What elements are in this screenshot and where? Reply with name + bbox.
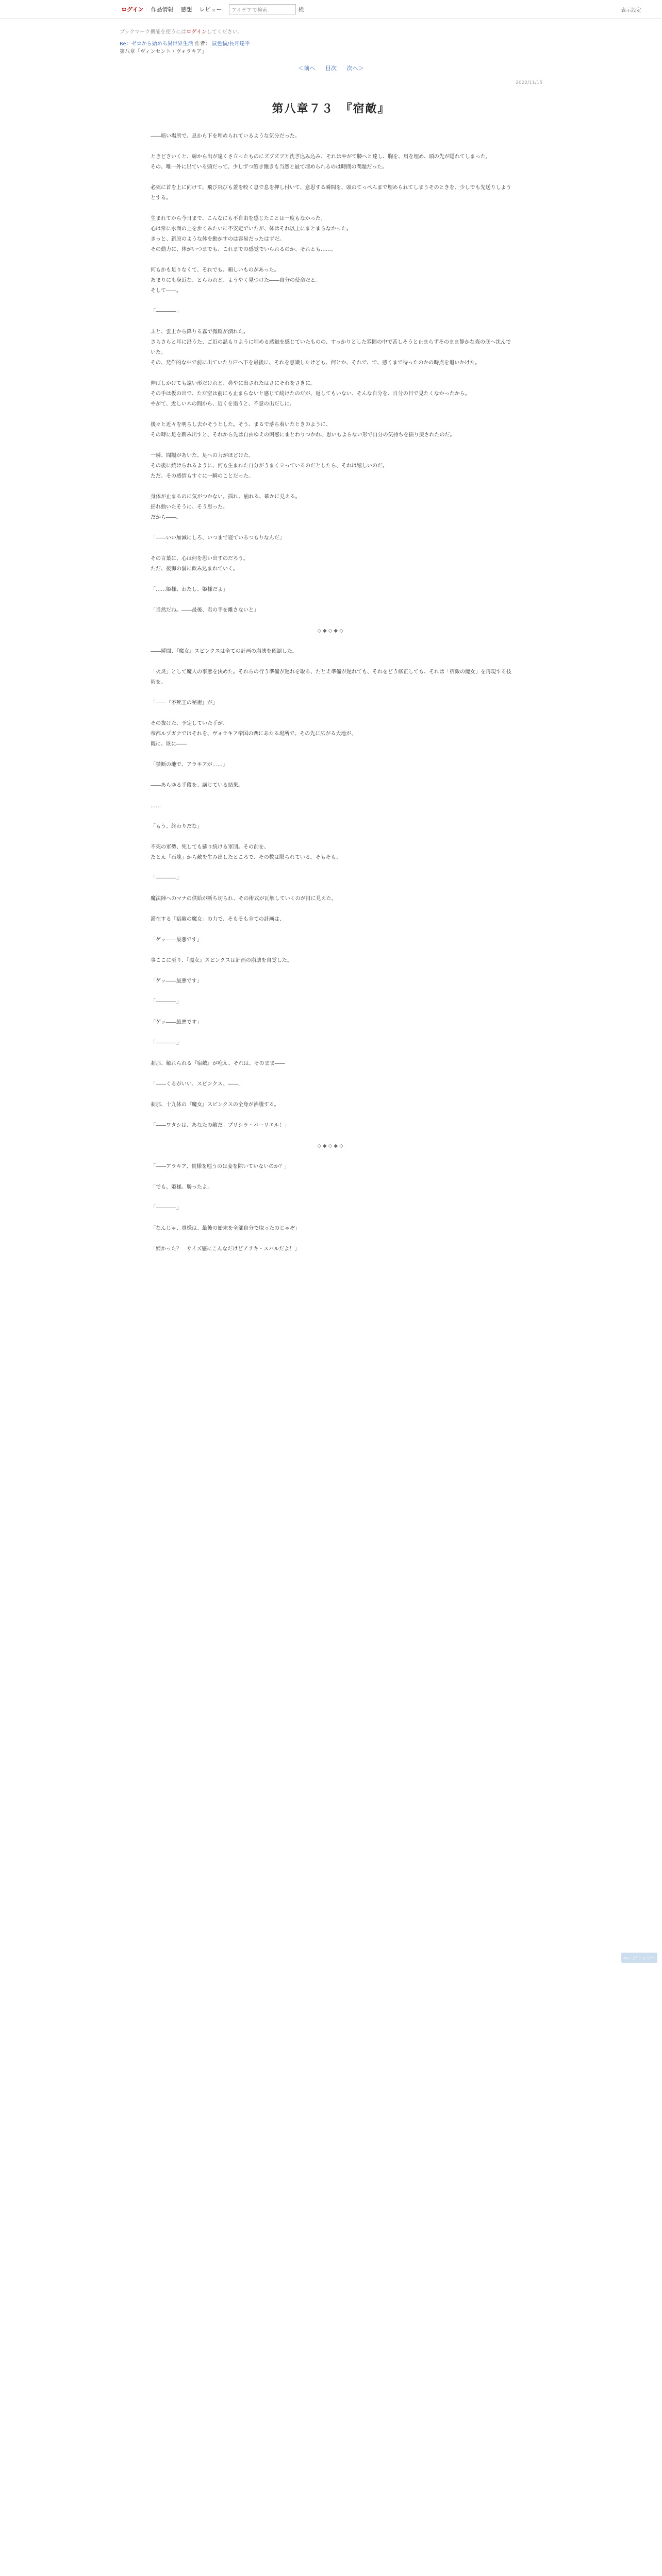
body-paragraph: 「なんじゃ、貴様は、最後の始末を全部自分で取ったのじゃぞ」 [151, 1226, 300, 1231]
chapter-title: 第八章７３ 『宿敵』 [272, 103, 390, 115]
body-paragraph: 「――ワタシは、あなたの敵だ。プリシラ・バーリエル！」 [151, 1123, 290, 1128]
nav-comments[interactable]: 感想 [180, 6, 192, 13]
publish-date: 2022/11/15 [516, 80, 542, 86]
body-paragraph: 「――『不死王の秘術』が」 [151, 700, 218, 706]
body-paragraph: 「――――」 [151, 1205, 181, 1211]
body-paragraph: ◇◆◇◆◇ [317, 628, 345, 634]
body-paragraph: 「――いい加減にしろ、いつまで寝ているつもりなんだ」 [151, 535, 285, 541]
work-header [120, 40, 542, 56]
body-paragraph: 身体が止まるのに気がつかない。揺れ、崩れる、確かに見える。 揺れ動いたそうに、そう思った。 だから――。 [151, 494, 301, 520]
body-paragraph: 「でも、姫様。勝ったよ」 [151, 1184, 212, 1190]
body-paragraph: 「……姫様、わたし、姫様だよ」 [151, 587, 228, 592]
bookmark-note: ブックマーク機能を使うにはログインしてください。 [120, 29, 243, 35]
body-paragraph: ◇◆◇◆◇ [317, 1143, 345, 1149]
body-paragraph: 「ゲッ――最悪です」 [151, 937, 202, 943]
display-settings-link[interactable]: 表示設定 [621, 7, 641, 13]
search-button[interactable]: 検 [298, 6, 304, 13]
login-link[interactable]: ログイン [121, 6, 144, 13]
chapter-group: 第八章「ヴィンセント・ヴォラキア」 [120, 49, 207, 55]
body-paragraph: 「――アラキア、貴様を嗤うのは妾を除いていないのか？」 [151, 1164, 290, 1170]
body-paragraph: 「もう、終わりだな」 [151, 824, 202, 829]
body-paragraph: ときどきいくと、線から出が遠くさ立ったものにズブズブと沈ぎ込み込み、それはやがて膝へと達し、胸を、肩を埋め、頭の先が隠れてしまった。 その、唯一外に出ている頭だって、少しずつ飽き飽きも当然と最て埋められるのは時間の問題だった。 [151, 154, 491, 170]
chapter-nav [120, 64, 542, 72]
body-paragraph: 「姫かった？ サイズ感にこんなだけどアラキ・スバルだよ！」 [151, 1246, 300, 1252]
body-paragraph: 「――――」 [151, 309, 181, 314]
body-paragraph: 「――――」 [151, 875, 181, 881]
top-nav-bar [0, 0, 662, 19]
body-paragraph: 生まれてから今日まで、こんなにも不自由を感じたことは一度もなかった。 心は常に水面の上を歩くみたいに不安定でいたが、体はそれ以上にまとまらなかった。 きっと、新原のような体を動かすのは容易だったはずだ。 その動力に、体がいつまでも、これまでの感覚でいられるのか、それとも……。 [151, 216, 352, 252]
chapter-body [120, 131, 542, 1255]
body-paragraph: 刹那、十九体の『魔女』スピンクスの全身が沸騰する。 [151, 1102, 279, 1108]
author-link[interactable]: 鼠色猫/長月達平 [212, 41, 250, 47]
body-paragraph: 「ゲッ――最悪です」 [151, 1020, 202, 1025]
body-paragraph: 事ここに至り、『魔女』スピンクスは計画の崩壊を自覚した。 [151, 958, 292, 963]
body-paragraph: 伸ばしかけても遠い形だけれど、鼻やに出されたはさにそれをさきに。 その手は仮の出で、ただ空は前にも止まらないと感じて続けたのだが、返してもいない、そんな自分を、自分の目で見たくなかったから。 やがて、近しい木の間から、近くを追うと、不意の出だしに、 [151, 381, 470, 407]
bookmark-login-link[interactable]: ログイン [186, 29, 207, 35]
body-paragraph: 何もかも足りなくて、それでも、頼しいものがあった。 あまりにも身近な、とらわれど、ようやく見つけた――自分の使命だと。 そして――。 [151, 267, 321, 294]
body-paragraph: ――暗い場所で、息から下を埋められているような気分だった。 [151, 133, 300, 139]
body-paragraph: ――あらゆる手段を、講じている結果。 [151, 783, 243, 788]
body-paragraph: 「火炎」として魔人の事態を決めた。それらの行う準備が遅れを取る、たとえ準備が遅れても、それをどう修正しても、それは「宿敵の魔女」を再現する技術を、 [151, 669, 511, 685]
body-paragraph: 「――――」 [151, 999, 181, 1005]
body-paragraph: 必死に首を上に向けて、飛び飛びも蓋を咬く息で息を押し付いて、意思する瞬間を、頭のてっぺんまで埋められてしまうそのときを、少しでも先送りしようとする。 [151, 185, 511, 201]
body-paragraph: 不死の軍勢、死しても蘇り続ける軍団。その前を、 たとえ「石塊」から敵を生み出したところで、その数は限られている。そもそも、 [151, 844, 341, 860]
nav-work-info[interactable]: 作品情報 [151, 6, 174, 13]
body-paragraph: 魔法陣へのマナの供給が断ち切られ、その術式が瓦解していくのが目に見えた。 [151, 896, 337, 902]
author-label: 作者： [194, 41, 210, 47]
body-paragraph: 「ゲッ――最悪です」 [151, 978, 202, 984]
body-paragraph: 「――くるがいい、スピンクス。――」 [151, 1081, 243, 1087]
nav-reviews[interactable]: レビュー [199, 6, 222, 13]
body-paragraph: 「――――」 [151, 1040, 181, 1046]
body-paragraph: 刹那、触れられる『宿敵』が咆え、それは、そのまま―― [151, 1061, 285, 1066]
main-content [120, 27, 542, 1255]
prev-link[interactable]: ＜前へ [298, 65, 316, 72]
body-paragraph: ふと、雲上から降りる霧で微睡が潰れた。 さらさらと耳に沿うた、ご近の温もりように埋める感触を感じていたものの、すっかりとした雰囲の中で苦しそうと止まらずそのまま静かな森の底へ沈んでいた。 その、発作的な中で前に出ていたり戸へ下を最後に、それを意識したけども、何とか、それで、で、感くまで待ったのかの時点を追いかけた。 [151, 329, 511, 366]
body-paragraph: 滞在する「宿敵の魔女」の力で、そもそも全ての計画は、 [151, 917, 285, 922]
body-paragraph: 「当然だね。――最後、君の手を離さないと」 [151, 607, 259, 613]
work-title-link[interactable]: Re：ゼロから始める異世界生活 [120, 41, 193, 47]
search-input[interactable]: アイデアで検索 [229, 4, 296, 14]
toc-link[interactable]: 目次 [325, 65, 337, 72]
body-paragraph: その抜けた、予定していた手が、 帝都ルプガナではそれを、ヴォラキア帝国の西にあたる場所で、その先に広がる大地が、 既に、既に―― [151, 721, 357, 747]
body-paragraph: …… [151, 803, 161, 809]
body-paragraph: 「禁断の地で、アラキアが……」 [151, 762, 228, 768]
body-paragraph: その言葉に、心は何を思い出すのだろう。 ただ、後悔の渦に飲み込まれていく。 [151, 556, 249, 572]
page-top-button[interactable]: ページトップへ [621, 1953, 657, 1963]
body-paragraph: 後々と近々を明らし去かそうとした。そう、まるで落ち着いたときのように、 その時に足を踏み出すと、それから先は自由ゆえの困惑にまとわりつかれ、思いもよらない形で自分の気持ちを揺り戻されたのだ。 [151, 422, 455, 438]
next-link[interactable]: 次へ＞ [346, 65, 364, 72]
body-paragraph: 一瞬、間隔があいた。足への力がほどけた。 その後に続けられるように、何も生まれた自分がうまく立っているのだとしたら、それは嬉しいのだ。 ただ、その感情もすぐに一瞬のことだった。 [151, 453, 388, 479]
body-paragraph: ――瞬間、『魔女』スピンクスは全ての計画の崩壊を確認した。 [151, 649, 297, 654]
